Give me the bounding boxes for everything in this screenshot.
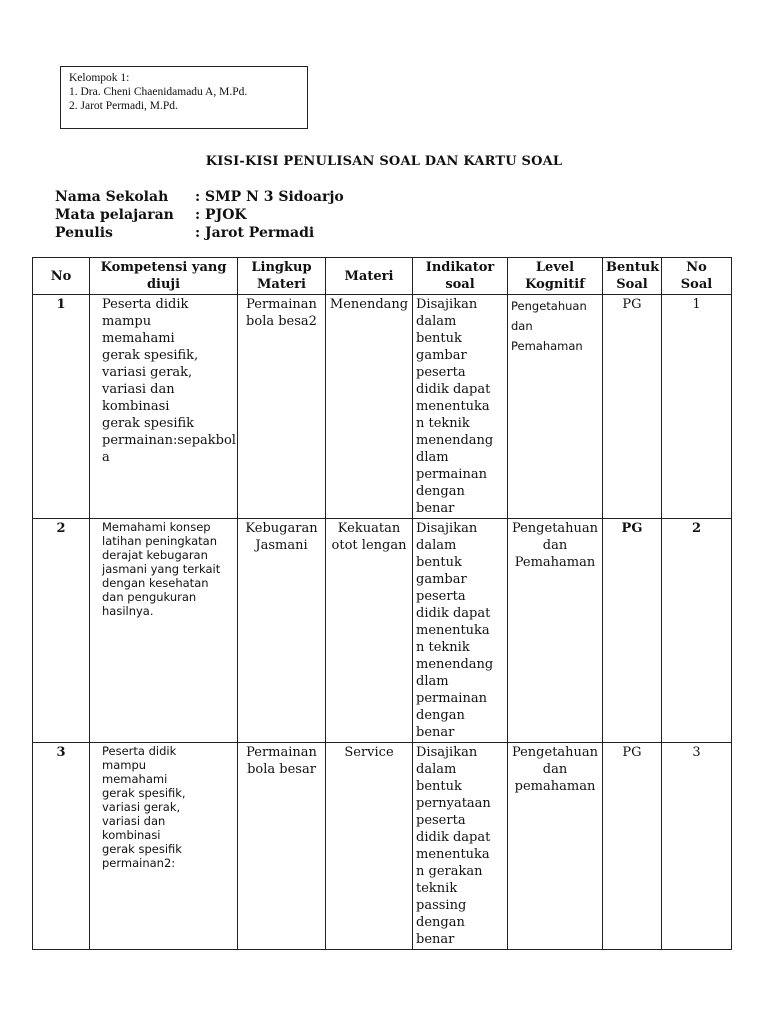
table-row [33,519,732,743]
cell-bentuk: PG [603,743,662,950]
cell-materi: Service [326,743,413,950]
cell-materi: Kekuatan otot lengan [326,519,413,743]
cell-no: 3 [33,743,90,950]
cell-level: Pengetahuan dan Pemahaman [508,519,603,743]
meta-value: : Jarot Permadi [195,225,315,241]
document-meta [55,188,344,242]
cell-kompetensi: Memahami konsep latihan peningkatan derajat kebugaran jasmani yang terkait dengan kesehatan dan pengukuran hasilnya. [90,519,238,743]
cell-no-soal: 2 [662,519,732,743]
header-materi: Materi [326,258,413,295]
meta-row-writer [55,224,344,242]
table-row [33,743,732,950]
cell-level: Pengetahuan dan Pemahaman [508,295,603,519]
cell-bentuk: PG [603,295,662,519]
cell-lingkup: Permainan bola besar [238,743,326,950]
cell-bentuk: PG [603,519,662,743]
group-heading: Kelompok 1: [69,72,130,84]
header-bentuk-soal: Bentuk Soal [603,258,662,295]
cell-lingkup: Kebugaran Jasmani [238,519,326,743]
group-info-box [60,66,308,129]
cell-indikator: Disajikan dalam bentuk pernyataan peserta didik dapat menentuka n gerakan teknik passing dengan benar [413,743,508,950]
group-member-2: 2. Jarot Permadi, M.Pd. [69,100,178,112]
group-member-1: 1. Dra. Cheni Chaenidamadu A, M.Pd. [69,86,248,98]
cell-level: Pengetahuan dan pemahaman [508,743,603,950]
cell-materi: Menendang [326,295,413,519]
meta-value: : SMP N 3 Sidoarjo [195,189,344,205]
header-no: No [33,258,90,295]
meta-value: : PJOK [195,207,247,223]
table-header-row [33,258,732,295]
header-lingkup-materi: Lingkup Materi [238,258,326,295]
table-row [33,295,732,519]
cell-indikator: Disajikan dalam bentuk gambar peserta didik dapat menentuka n teknik menendang dlam permainan dengan benar [413,295,508,519]
meta-label: Nama Sekolah [55,189,169,205]
cell-indikator: Disajikan dalam bentuk gambar peserta didik dapat menentuka n teknik menendang dlam permainan dengan benar [413,519,508,743]
meta-row-school [55,188,344,206]
cell-no: 2 [33,519,90,743]
cell-no-soal: 1 [662,295,732,519]
meta-label: Penulis [55,225,113,241]
cell-kompetensi: Peserta didik mampu memahami gerak spesifik, variasi gerak, variasi dan kombinasi gerak spesifik permainan:sepakbol a [90,295,238,519]
header-level-kognitif: Level Kognitif [508,258,603,295]
header-kompetensi: Kompetensi yang diuji [90,258,238,295]
document-title: KISI-KISI PENULISAN SOAL DAN KARTU SOAL [205,154,563,169]
cell-no-soal: 3 [662,743,732,950]
meta-row-subject [55,206,344,224]
cell-no: 1 [33,295,90,519]
header-no-soal: No Soal [662,258,732,295]
meta-label: Mata pelajaran [55,207,174,223]
header-indikator-soal: Indikator soal [413,258,508,295]
kisi-kisi-table [32,257,732,950]
cell-kompetensi: Peserta didik mampu memahami gerak spesifik, variasi gerak, variasi dan kombinasi gerak spesifik permainan2: [90,743,238,950]
cell-lingkup: Permainan bola besa2 [238,295,326,519]
